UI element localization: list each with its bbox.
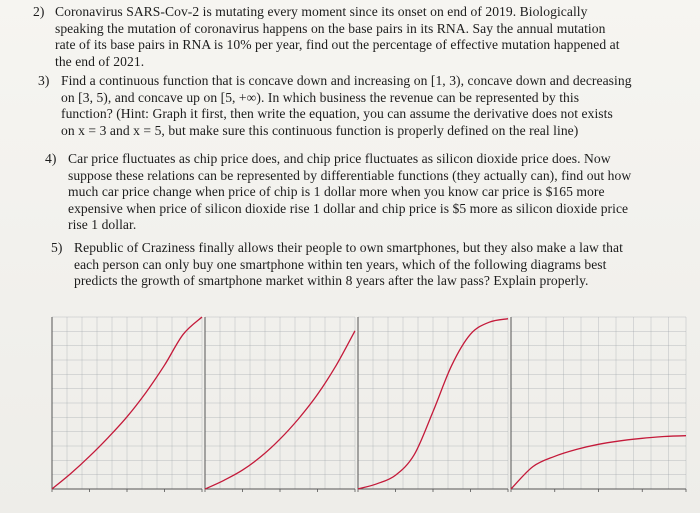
question-line: Coronavirus SARS-Cov-2 is mutating every moment since its onset on end of 2019. Biologically [55, 4, 588, 19]
question-line: predicts the growth of smartphone market within 8 years after the law pass? Explain properly. [74, 273, 589, 289]
question-number: 2) [33, 4, 45, 19]
question-text [68, 151, 631, 234]
question-line: on [3, 5), and concave up on [5, +∞). In which business the revenue can be represented by this [61, 89, 580, 105]
question-number: 3) [38, 73, 50, 88]
question-number: 5) [51, 240, 63, 255]
growth-diagrams-svg [40, 307, 692, 513]
question-line: rate of its base pairs in RNA is 10% per year, find out the percentage of effective mutation happened at [55, 37, 620, 53]
question-line: the end of 2021. [55, 53, 145, 69]
question-line: Republic of Craziness finally allows their people to own smartphones, but they also make a law that [74, 240, 623, 255]
question-line: rise 1 dollar. [68, 217, 137, 233]
question-line: speaking the mutation of coronavirus happens on the base pairs in its RNA. Say the annual mutation [55, 20, 606, 36]
question-line: each person can only buy one smartphone within ten years, which of the following diagrams best [74, 256, 607, 272]
question-text [74, 240, 623, 290]
question-number: 4) [45, 151, 57, 166]
growth-diagrams [40, 307, 692, 513]
question-line: Car price fluctuates as chip price does, and chip price fluctuates as silicon dioxide price does. Now [68, 151, 611, 166]
question-text [61, 73, 632, 139]
question-line: Find a continuous function that is concave down and increasing on [1, 3), concave down and decreasing [61, 73, 632, 88]
question-line: suppose these relations can be represented by differentiable functions (they actually can), find out how [68, 167, 632, 183]
question-line: on x = 3 and x = 5, but make sure this continuous function is properly defined on the real line) [61, 122, 579, 138]
question-line: function? (Hint: Graph it first, then write the equation, you can assume the derivative does not exists [61, 106, 613, 122]
question-text [55, 4, 620, 70]
question-line: expensive when price of silicon dioxide rise 1 dollar and chip price is $5 more as silicon dioxide price [68, 200, 629, 216]
question-line: much car price change when price of chip is 1 dollar more when you know car price is $165 more [68, 184, 605, 200]
